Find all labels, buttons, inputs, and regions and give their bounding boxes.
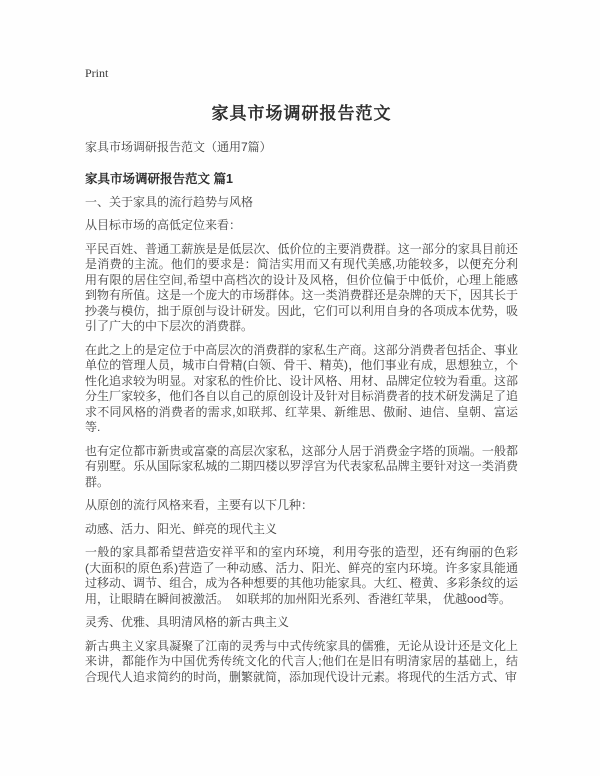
paragraph-low-end-consumers: 平民百姓、普通工薪族是是低层次、低价位的主要消费群。这一部分的家具目前还是消费的主流。他们的要求是：简洁实用而又有现代美感,功能较多，以便充分利用有限的居住空间,希望中高档次的设计及风格，但价位偏于中低价，心理上能感到物有所值。这是一个庞大的市场群体。这一类消费群还是杂牌的天下，因其长于抄袭与模仿，拙于原创与设计研发。因此，它们可以利用自身的各项成本优势，吸引了广大的中下层次的消费群。 (85, 241, 518, 333)
paragraph-section-intro: 一、关于家具的流行趋势与风格 (85, 194, 254, 209)
paragraph-mid-high-consumers: 在此之上的是定位于中高层次的消费群的家私生产商。这部分消费者包括企、事业单位的管理人员，城市白骨精(白领、骨干、精英)，他们事业有成，思想独立，个性化追求较为明显。对家私的性价比、设计风格、用材、品牌定位较为看重。这部分生厂家较多，他们各自以自己的原创设计及针对目标消费者的技术研发满足了追求不同风格的消费者的需求,如联邦、红苹果、新维思、傲耐、迪信、皇朝、富运等. (85, 342, 518, 434)
paragraph-style-lead: 从原创的流行风格来看，主要有以下几种： (85, 498, 314, 512)
paragraph-neoclassical-heading: 灵秀、优雅、具明清风格的新古典主义 (85, 615, 290, 629)
paragraph-neoclassical-body: 新古典主义家具凝聚了江南的灵秀与中式传统家具的儒雅，无论从设计还是文化上来讲，都能作为中国优秀传统文化的代言人;他们在是旧有明清家居的基础上，结合现代人追求简约的时尚，删繁就简，添加现代设计元素。将现代的生活方式、审 (85, 638, 518, 684)
document-title: 家具市场调研报告范文 (211, 104, 392, 123)
paragraph-luxury-consumers: 也有定位都市新贵或富豪的高层次家私，这部分人居于消费金字塔的顶端。一般都有别墅。乐从国际家私城的二期四楼以罗浮宫为代表家私品牌主要针对这一类消费群。 (85, 443, 518, 489)
paragraph-modernism-heading: 动感、活力、阳光、鲜亮的现代主义 (85, 521, 278, 536)
paragraph-market-positioning-lead: 从目标市场的高低定位来看： (85, 218, 242, 232)
section-heading: 家具市场调研报告范文 篇1 (85, 171, 233, 186)
document-subtitle: 家具市场调研报告范文（通用7篇） (85, 140, 272, 154)
paragraph-modernism-body: 一般的家具都希望营造安祥平和的室内环境，利用夸张的造型，还有绚丽的色彩(大面积的原色系)营造了一种动感、活力、阳光、鲜亮的室内环境。许多家具能通过移动、调节、组合，成为各种想要的其他功能家具。大红、橙黄、多彩条纹的运用，让眼睛在瞬间被激活。 如联邦的加州阳光系列、香港红苹果， 优越ood等。 (85, 545, 518, 606)
print-link[interactable]: Print (85, 66, 109, 80)
